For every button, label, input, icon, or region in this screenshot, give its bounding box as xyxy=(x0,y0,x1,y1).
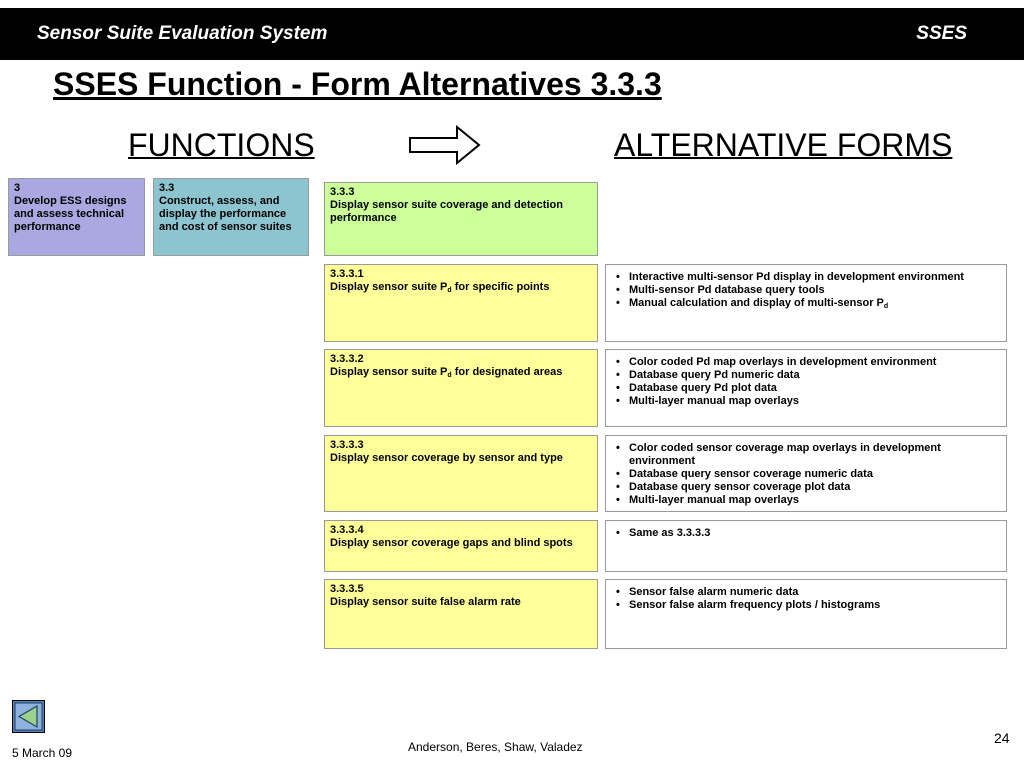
alternative-item: • Multi-sensor Pd database query tools xyxy=(616,284,998,297)
function-label: Develop ESS designs and assess technical performance xyxy=(14,195,127,233)
alternative-item: • Multi-layer manual map overlays xyxy=(616,494,998,507)
alternative-item: • Interactive multi-sensor Pd display in development environment xyxy=(616,271,998,284)
function-number: 3.3 xyxy=(159,182,175,194)
system-abbrev: SSES xyxy=(916,23,967,44)
function-box-3-3-3-5 xyxy=(324,579,598,649)
function-number: 3 xyxy=(14,182,21,194)
header-bar xyxy=(0,8,1024,60)
function-box-3-3-3-3 xyxy=(324,435,598,512)
function-number: 3.3.3.2 xyxy=(330,353,364,365)
alternative-item: • Sensor false alarm frequency plots / histograms xyxy=(616,599,998,612)
alternatives-box-3-3-3-4 xyxy=(605,520,1007,572)
alternative-item: • Database query sensor coverage plot data xyxy=(616,481,998,494)
function-box-3-3 xyxy=(153,178,309,256)
system-name: Sensor Suite Evaluation System xyxy=(37,23,328,44)
function-label: Display sensor suite $P_d$ for designated areas xyxy=(330,366,563,379)
alternative-item: • Database query sensor coverage numeric data xyxy=(616,468,998,481)
alternatives-box-3-3-3-5 xyxy=(605,579,1007,649)
alternative-item: • Database query Pd numeric data xyxy=(616,369,998,382)
back-arrow-icon xyxy=(13,701,44,732)
right-arrow-icon xyxy=(409,125,481,165)
function-number: 3.3.3 xyxy=(330,186,355,198)
alternative-item: • Color coded sensor coverage map overlays in development environment xyxy=(616,442,998,468)
function-label: Display sensor suite coverage and detection performance xyxy=(330,199,563,224)
function-box-3-3-3 xyxy=(324,182,598,256)
function-label: Construct, assess, and display the performance and cost of sensor suites xyxy=(159,195,292,233)
footer-authors: Anderson, Beres, Shaw, Valadez xyxy=(408,740,583,754)
alternative-item: • Sensor false alarm numeric data xyxy=(616,586,998,599)
function-box-3-3-3-4 xyxy=(324,520,598,572)
function-label: Display sensor suite false alarm rate xyxy=(330,596,521,608)
alternatives-box-3-3-3-2 xyxy=(605,349,1007,427)
alternative-item: • Database query Pd plot data xyxy=(616,382,998,395)
function-number: 3.3.3.1 xyxy=(330,268,364,280)
alternatives-box-3-3-3-3 xyxy=(605,435,1007,512)
back-button[interactable] xyxy=(12,700,45,733)
function-box-3-3-3-1 xyxy=(324,264,598,342)
slide-title: SSES Function - Form Alternatives 3.3.3 xyxy=(53,66,662,102)
function-box-3 xyxy=(8,178,145,256)
footer-date: 5 March 09 xyxy=(12,746,73,760)
alternative-item: • Color coded Pd map overlays in development environment xyxy=(616,356,998,369)
alternatives-box-3-3-3-1 xyxy=(605,264,1007,342)
alternative-item: • Manual calculation and display of multi-sensor $P_d$ xyxy=(616,297,998,310)
function-label: Display sensor coverage by sensor and type xyxy=(330,452,563,464)
function-box-3-3-3-2 xyxy=(324,349,598,427)
alternative-item: • Same as 3.3.3.3 xyxy=(616,527,998,540)
function-number: 3.3.3.4 xyxy=(330,524,364,536)
alternatives-heading: ALTERNATIVE FORMS xyxy=(614,127,953,163)
alternative-item: • Multi-layer manual map overlays xyxy=(616,395,998,408)
page-number: 24 xyxy=(994,730,1010,746)
function-number: 3.3.3.5 xyxy=(330,583,364,595)
functions-heading: FUNCTIONS xyxy=(128,127,315,163)
function-label: Display sensor suite $P_d$ for specific points xyxy=(330,281,550,294)
function-label: Display sensor coverage gaps and blind spots xyxy=(330,537,573,549)
function-number: 3.3.3.3 xyxy=(330,439,364,451)
